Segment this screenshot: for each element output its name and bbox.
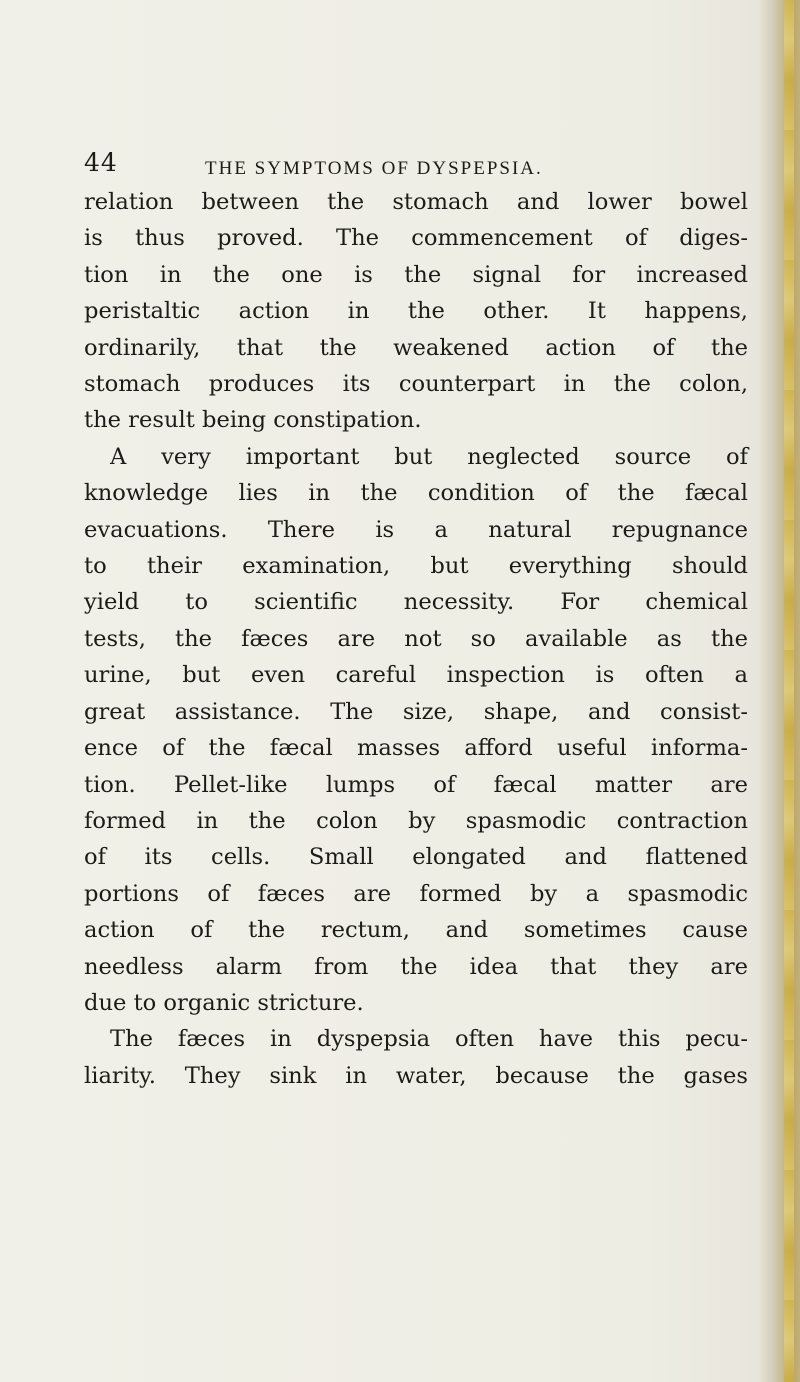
text-line: peristaltic action in the other. It happens, bbox=[84, 298, 748, 325]
text-line: needless alarm from the idea that they are bbox=[84, 953, 748, 980]
text-line: ordinarily, that the weakened action of the bbox=[84, 334, 748, 361]
text-line: due to organic stricture. bbox=[84, 989, 364, 1016]
page-gilt-edge bbox=[784, 0, 794, 1382]
text-line: liarity. They sink in water, because the gases bbox=[84, 1062, 748, 1089]
text-line: tests, the fæces are not so available as the bbox=[84, 625, 748, 652]
text-line: The fæces in dyspepsia often have this pecu- bbox=[110, 1026, 748, 1053]
text-line: portions of fæces are formed by a spasmodic bbox=[84, 880, 748, 907]
page-number: 44 bbox=[84, 148, 118, 177]
text-line: stomach produces its counterpart in the colon, bbox=[84, 371, 748, 398]
text-line: formed in the colon by spasmodic contraction bbox=[84, 807, 748, 834]
text-line: ence of the fæcal masses afford useful informa- bbox=[84, 735, 748, 762]
text-line: is thus proved. The commencement of diges- bbox=[84, 225, 748, 252]
text-line: evacuations. There is a natural repugnance bbox=[84, 516, 748, 543]
text-line: to their examination, but everything should bbox=[84, 553, 748, 580]
text-line: tion in the one is the signal for increased bbox=[84, 261, 748, 288]
text-line: A very important but neglected source of bbox=[110, 443, 748, 470]
text-line: relation between the stomach and lower bowel bbox=[84, 189, 748, 215]
text-line: yield to scientific necessity. For chemical bbox=[84, 589, 748, 616]
running-head: THE SYMPTOMS OF DYSPEPSIA. bbox=[205, 158, 543, 179]
text-line: great assistance. The size, shape, and consist- bbox=[84, 698, 748, 725]
text-line: the result being constipation. bbox=[84, 407, 422, 434]
text-line: tion. Pellet-like lumps of fæcal matter are bbox=[84, 771, 748, 798]
text-line: urine, but even careful inspection is often a bbox=[84, 662, 748, 689]
text-line: action of the rectum, and sometimes cause bbox=[84, 917, 748, 944]
text-line: of its cells. Small elongated and flattened bbox=[84, 844, 748, 871]
text-line: knowledge lies in the condition of the fæcal bbox=[84, 480, 748, 507]
body-text bbox=[84, 184, 748, 1094]
